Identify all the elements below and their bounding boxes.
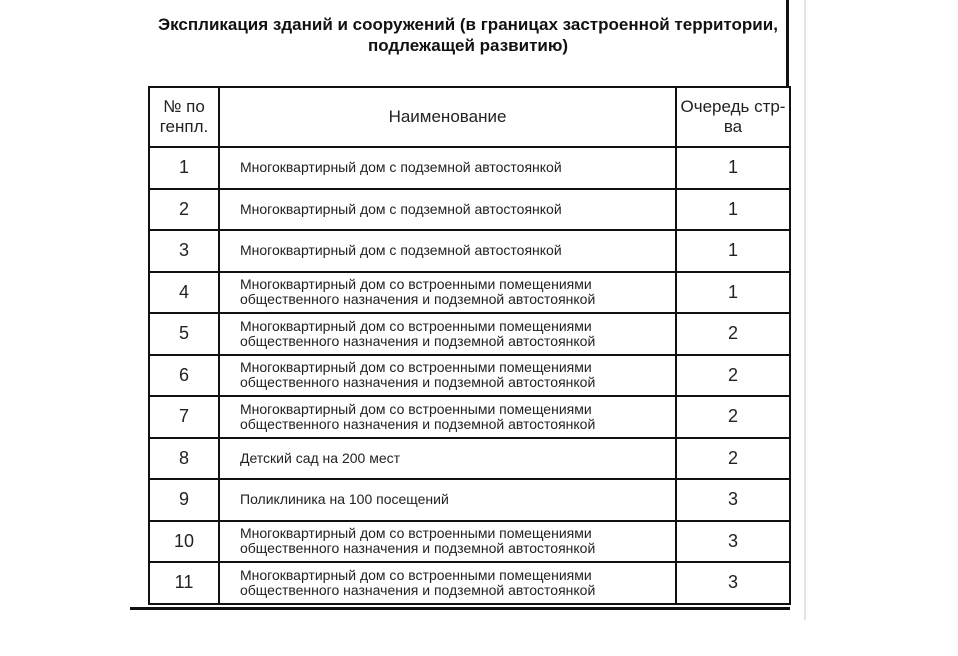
row-num: 1	[149, 147, 219, 189]
row-num: 3	[149, 230, 219, 272]
header-name: Наименование	[219, 87, 676, 147]
row-queue: 3	[676, 521, 790, 563]
row-name: Многоквартирный дом с подземной автостоянкой	[219, 189, 676, 231]
row-name: Детский сад на 200 мест	[219, 438, 676, 480]
row-num: 11	[149, 562, 219, 604]
frame-border	[786, 0, 789, 88]
scrollbar-edge	[804, 0, 806, 620]
row-num: 6	[149, 355, 219, 397]
row-num: 7	[149, 396, 219, 438]
table-row	[149, 147, 790, 189]
row-name: Многоквартирный дом со встроенными помещениями общественного назначения и подземной автостоянкой	[219, 313, 676, 355]
row-name: Многоквартирный дом со встроенными помещениями общественного назначения и подземной автостоянкой	[219, 355, 676, 397]
row-num: 2	[149, 189, 219, 231]
table-row	[149, 313, 790, 355]
document-title: Экспликация зданий и сооружений (в границах застроенной территории, подлежащей развитию)	[158, 15, 778, 55]
table-row	[149, 562, 790, 604]
row-name: Поликлиника на 100 посещений	[219, 479, 676, 521]
table-row	[149, 438, 790, 480]
table-row	[149, 479, 790, 521]
table-row	[149, 272, 790, 314]
row-name: Многоквартирный дом с подземной автостоянкой	[219, 147, 676, 189]
row-name: Многоквартирный дом с подземной автостоянкой	[219, 230, 676, 272]
table-row	[149, 230, 790, 272]
row-name: Многоквартирный дом со встроенными помещениями общественного назначения и подземной автостоянкой	[219, 272, 676, 314]
header-queue: Очередь стр-ва	[676, 87, 790, 147]
row-name: Многоквартирный дом со встроенными помещениями общественного назначения и подземной автостоянкой	[219, 396, 676, 438]
row-num: 4	[149, 272, 219, 314]
table-row	[149, 521, 790, 563]
row-queue: 1	[676, 147, 790, 189]
row-queue: 2	[676, 355, 790, 397]
row-queue: 3	[676, 479, 790, 521]
row-queue: 2	[676, 313, 790, 355]
row-queue: 1	[676, 189, 790, 231]
row-queue: 2	[676, 396, 790, 438]
table-row	[149, 396, 790, 438]
table-row	[149, 189, 790, 231]
row-queue: 1	[676, 230, 790, 272]
row-queue: 3	[676, 562, 790, 604]
row-name: Многоквартирный дом со встроенными помещениями общественного назначения и подземной автостоянкой	[219, 562, 676, 604]
row-queue: 2	[676, 438, 790, 480]
header-num: № по генпл.	[149, 87, 219, 147]
row-name: Многоквартирный дом со встроенными помещениями общественного назначения и подземной автостоянкой	[219, 521, 676, 563]
row-num: 5	[149, 313, 219, 355]
table-header	[149, 87, 790, 147]
table-row	[149, 355, 790, 397]
bottom-border	[130, 607, 790, 610]
row-num: 8	[149, 438, 219, 480]
row-num: 10	[149, 521, 219, 563]
buildings-table	[148, 86, 791, 605]
row-queue: 1	[676, 272, 790, 314]
row-num: 9	[149, 479, 219, 521]
